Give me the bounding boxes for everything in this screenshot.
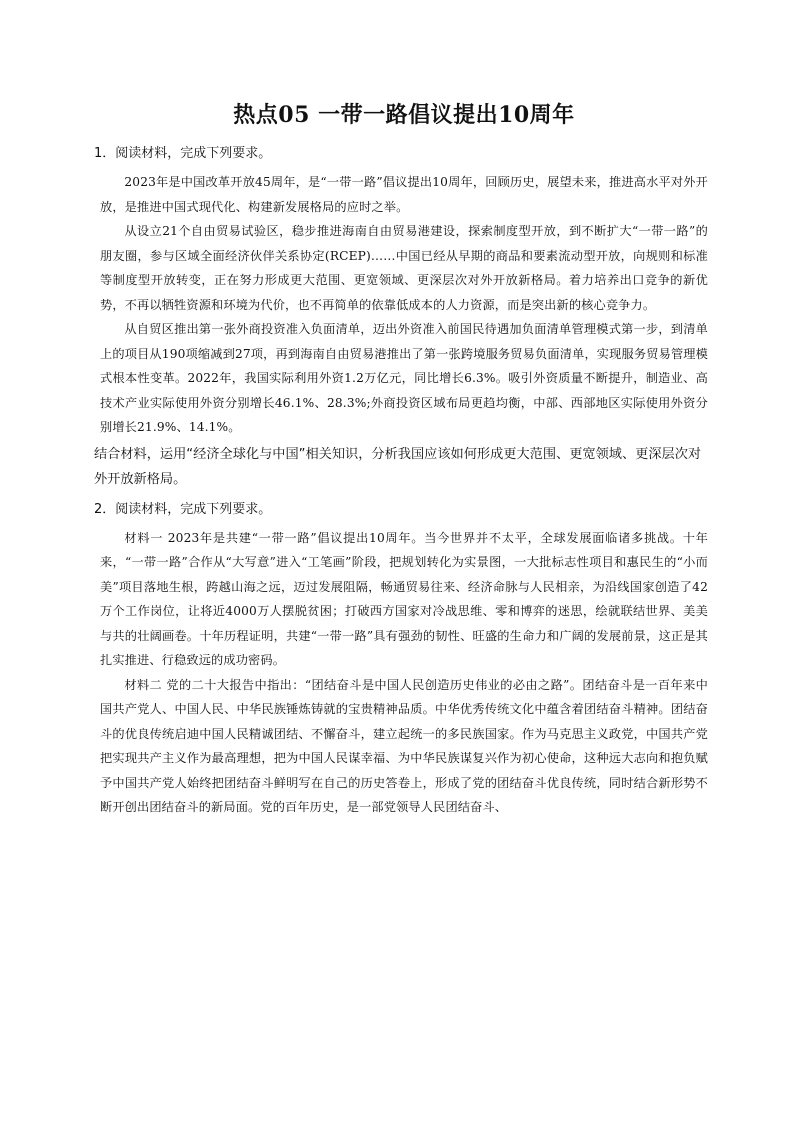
question-1-paragraph-2: 从设立21个自由贸易试验区，稳步推进海南自由贸易港建设，探索制度型开放，到不断扩大“一带一路”的朋友圈，参与区域全面经济伙伴关系协定(RCEP)……中国已经从早期的商品和要素流动型开放，向规则和标准等制度型开放转变，正在努力形成更大范围、更宽领域、更深层次对外开放新格局。着力培养出口竞争的新优势，不再以牺牲资源和环境为代价，也不再简单的依靠低成本的人力资源，而是突出新的核心竞争力。 bbox=[100, 224, 708, 312]
question-2 bbox=[94, 498, 708, 820]
question-1-paragraph-3: 从自贸区推出第一张外商投资准入负面清单，迈出外资准入前国民待遇加负面清单管理模式第一步，到清单上的项目从190项缩减到27项，再到海南自由贸易港推出了第一张跨境服务贸易负面清单，实现服务贸易管理模式根本性变革。2022年，我国实际利用外资1.2万亿元，同比增长6.3%。吸引外资质量不断提升，制造业、高技术产业实际使用外资分别增长46.1%、28.3%;外商投资区域布局更趋均衡，中部、西部地区实际使用外资分别增长21.9%、14.1%。 bbox=[100, 322, 708, 434]
question-2-material-2: 材料二 党的二十大报告中指出：“团结奋斗是中国人民创造历史伟业的必由之路”。团结奋斗是一百年来中国共产党人、中国人民、中华民族锤炼铸就的宝贵精神品质。中华优秀传统文化中蕴含着团结奋斗精神。团结奋斗的优良传统启迪中国人民精诚团结、不懈奋斗，建立起统一的多民族国家。作为马克思主义政党，中国共产党把实现共产主义作为最高理想，把为中国人民谋幸福、为中华民族谋复兴作为初心使命，这种远大志向和抱负赋予中国共产党人始终把团结奋斗鲜明写在自己的历史答卷上，形成了党的团结奋斗优良传统，同时结合新形势不断开创出团结奋斗的新局面。党的百年历史，是一部党领导人民团结奋斗、 bbox=[100, 677, 708, 814]
page-title: 热点05 一带一路倡议提出10周年 bbox=[233, 102, 575, 128]
question-1 bbox=[94, 142, 708, 492]
question-1-heading: 1．阅读材料，完成下列要求。 bbox=[94, 146, 272, 161]
question-1-paragraph-1: 2023年是中国改革开放45周年，是“一带一路”倡议提出10周年，回顾历史，展望未来，推进高水平对外开放，是推进中国式现代化、构建新发展格局的应时之举。 bbox=[100, 175, 708, 214]
question-2-heading: 2．阅读材料，完成下列要求。 bbox=[94, 501, 272, 517]
question-1-task: 结合材料，运用“经济全球化与中国”相关知识，分析我国应该如何形成更大范围、更宽领域、更深层次对外开放新格局。 bbox=[94, 446, 702, 487]
question-2-material-1: 材料一 2023年是共建“一带一路”倡议提出10周年。当今世界并不太平，全球发展面临诸多挑战。十年来，“一带一路”合作从“大写意”进入“工笔画”阶段，把规划转化为实景图，一大批标志性项目和惠民生的“小而美”项目落地生根，跨越山海之远，迈过发展阻隔，畅通贸易往来、经济命脉与人民相亲，为沿线国家创造了42万个工作岗位，让将近4000万人摆脱贫困；打破西方国家对冷战思维、零和博弈的迷思，绘就联结世界、美美与共的壮阔画卷。十年历程证明，共建“一带一路”具有强劲的韧性、旺盛的生命力和广阔的发展前景，这正是其扎实推进、行稳致远的成功密码。 bbox=[100, 530, 708, 667]
